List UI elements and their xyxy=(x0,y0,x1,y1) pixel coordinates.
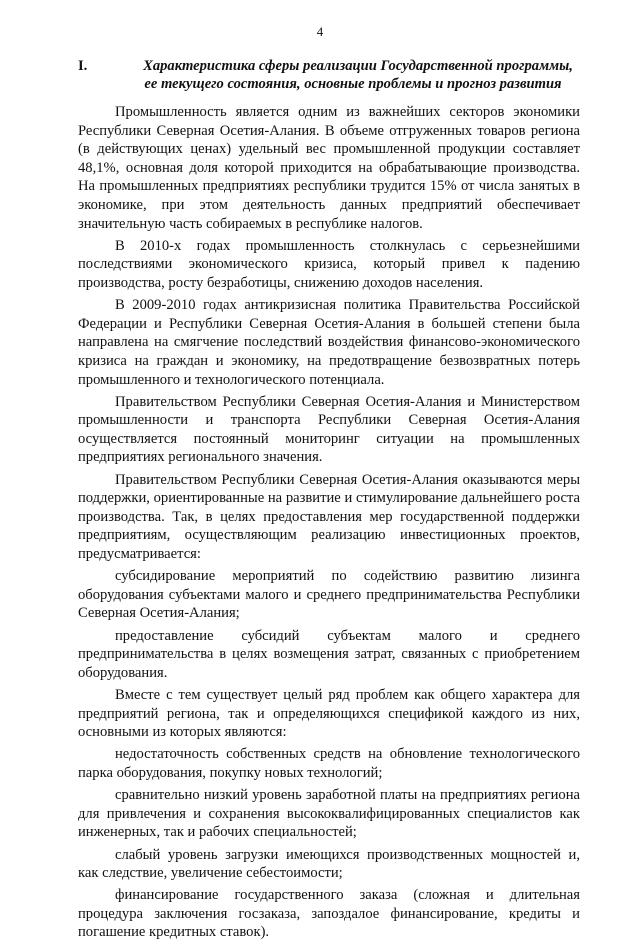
list-item: финансирование государственного заказа (сложная и длительная процедура заключения госзаказа, запоздалое финансирование, кредиты и погашение кредитных ставок). xyxy=(78,887,580,941)
list-item: слабый уровень загрузки имеющихся производственных мощностей и, как следствие, увеличение себестоимости; xyxy=(78,846,580,882)
paragraph: Вместе с тем существует целый ряд проблем как общего характера для предприятий региона, так и определяющихся спецификой каждого из них, основными из которых являются: xyxy=(78,686,580,741)
list-item: предоставление субсидий субъектам малого и среднего предпринимательства в целях возмещения затрат, связанных с приобретением оборудования. xyxy=(78,627,580,681)
page-number: 4 xyxy=(316,24,324,39)
paragraph: В 2009-2010 годах антикризисная политика Правительства Российской Федерации и Республики Северная Осетия-Алания в большей степени была направлена на смягчение последствий воздействия финансово-экономического кризиса на граждан и экономику, на предотвращение безвозвратных потерь промышленного и технологического потенциала. xyxy=(78,297,580,388)
section-title-line-2: ее текущего состояния, основные проблемы и прогноз развития xyxy=(144,76,562,92)
paragraph: Правительством Республики Северная Осетия-Алания и Министерством промышленности и транспорта Республики Северная Осетия-Алания осуществляется постоянный мониторинг ситуации на промышленных предприятиях регионального значения. xyxy=(78,393,580,466)
paragraph: Промышленность является одним из важнейших секторов экономики Республики Северная Осетия-Алания. В объеме отгруженных товаров региона (в действующих ценах) удельный вес промышленной продукции составляет 48,1%, основная доля которой приходится на обрабатывающие производства. На промышленных предприятиях республики трудится 15% от числа занятых в экономике, при этом деятельность данных предприятий обеспечивает значительную часть собираемых в республике налогов. xyxy=(78,104,580,232)
list-item: недостаточность собственных средств на обновление технологического парка оборудования, покупку новых технологий; xyxy=(78,746,580,781)
section-number: I. xyxy=(78,58,88,74)
paragraph: Правительством Республики Северная Осетия-Алания оказываются меры поддержки, ориентированные на развитие и стимулирование дальнейшего роста производства. Так, в целях предоставления мер государственной поддержки предприятиям, осуществляющим реализацию инвестиционных проектов, предусматривается: xyxy=(78,471,580,563)
document-body xyxy=(78,103,580,946)
list-item: сравнительно низкий уровень заработной платы на предприятиях региона для привлечения и сохранения высококвалифицированных специалистов как инженерных, так и рабочих специальностей; xyxy=(78,787,580,841)
section-heading xyxy=(78,57,598,93)
list-item: субсидирование мероприятий по содействию развитию лизинга оборудования субъектами малого и среднего предпринимательства Республики Северная Осетия-Алания; xyxy=(78,568,580,622)
paragraph: В 2010-х годах промышленность столкнулась с серьезнейшими последствиями экономического кризиса, который привел к падению производства, росту безработицы, снижению доходов населения. xyxy=(78,237,580,291)
section-title-line-1: Характеристика сферы реализации Государственной программы, xyxy=(143,58,573,74)
